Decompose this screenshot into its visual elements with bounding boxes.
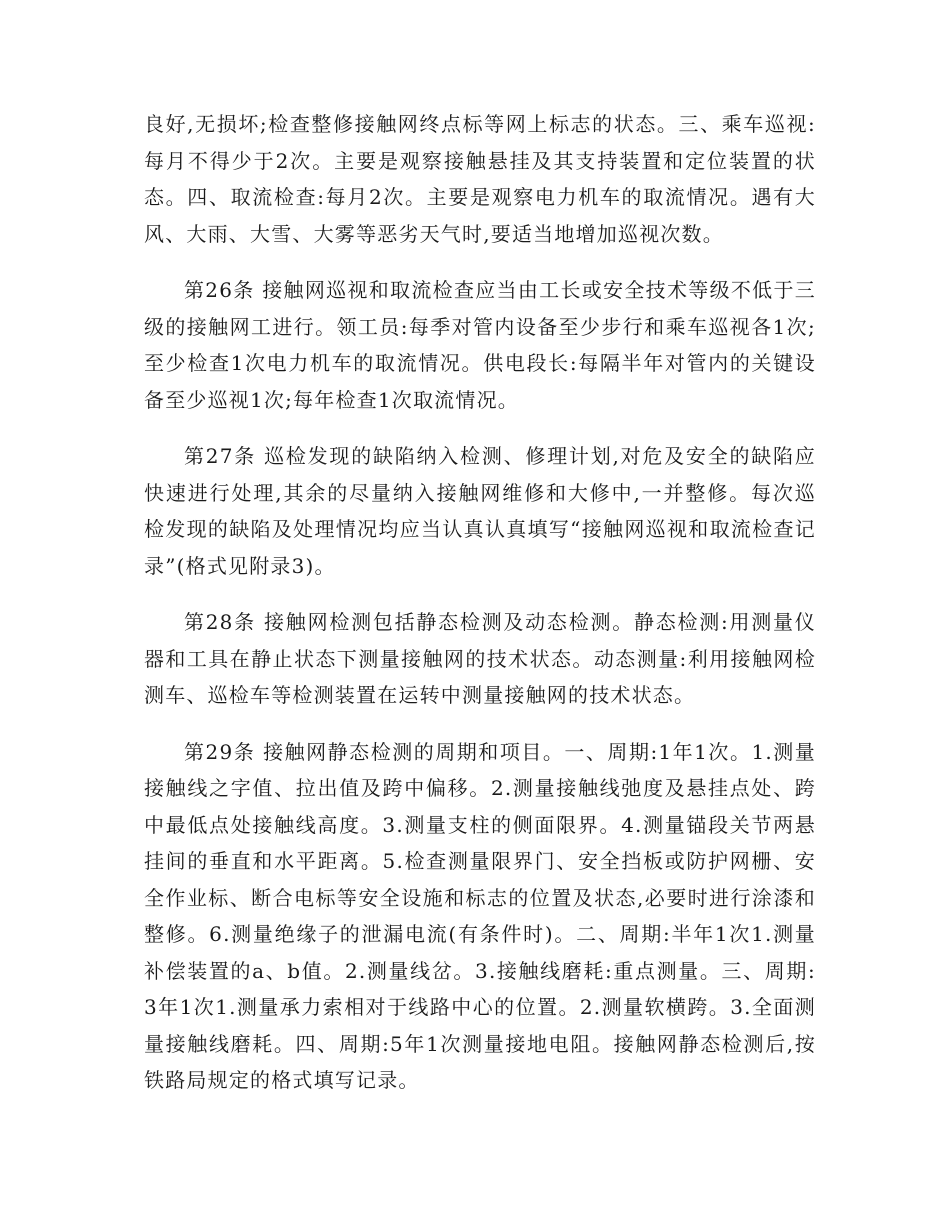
paragraph-article-29: 第29条 接触网静态检测的周期和项目。一、周期:1年1次。1.测量接触线之字值、拉出值及跨中偏移。2.测量接触线弛度及悬挂点处、跨中最低点处接触线高度。3.测量支柱的侧面限界。4.测量锚段关节两悬挂间的垂直和水平距离。5.检查测量限界门、安全挡板或防护网栅、安全作业标、断合电标等安全设施和标志的位置及状态,必要时进行涂漆和整修。6.测量绝缘子的泄漏电流(有条件时)。二、周期:半年1次1.测量补偿装置的a、b值。2.测量线岔。3.接触线磨耗:重点测量。三、周期:3年1次1.测量承力索相对于线路中心的位置。2.测量软横跨。3.全面测量接触线磨耗。四、周期:5年1次测量接地电阻。接触网静态检测后,按铁路局规定的格式填写记录。 <box>144 739 816 1092</box>
document-page <box>144 106 816 1119</box>
paragraph-continuation: 良好,无损坏;检查整修接触网终点标等网上标志的状态。三、乘车巡视:每月不得少于2次。主要是观察接触悬挂及其支持装置和定位装置的状态。四、取流检查:每月2次。主要是观察电力机车的取流情况。遇有大风、大雨、大雪、大雾等恶劣天气时,要适当地增加巡视次数。 <box>144 112 816 246</box>
paragraph-article-28: 第28条 接触网检测包括静态检测及动态检测。静态检测:用测量仪器和工具在静止状态下测量接触网的技术状态。动态测量:利用接触网检测车、巡检车等检测装置在运转中测量接触网的技术状态。 <box>144 610 816 707</box>
paragraph-article-26: 第26条 接触网巡视和取流检查应当由工长或安全技术等级不低于三级的接触网工进行。领工员:每季对管内设备至少步行和乘车巡视各1次;至少检查1次电力机车的取流情况。供电段长:每隔半年对管内的关键设备至少巡视1次;每年检查1次取流情况。 <box>144 278 816 412</box>
paragraph-article-27: 第27条 巡检发现的缺陷纳入检测、修理计划,对危及安全的缺陷应快速进行处理,其余的尽量纳入接触网维修和大修中,一并整修。每次巡检发现的缺陷及处理情况均应当认真认真填写“接触网巡视和取流检查记录”(格式见附录3)。 <box>144 444 816 578</box>
